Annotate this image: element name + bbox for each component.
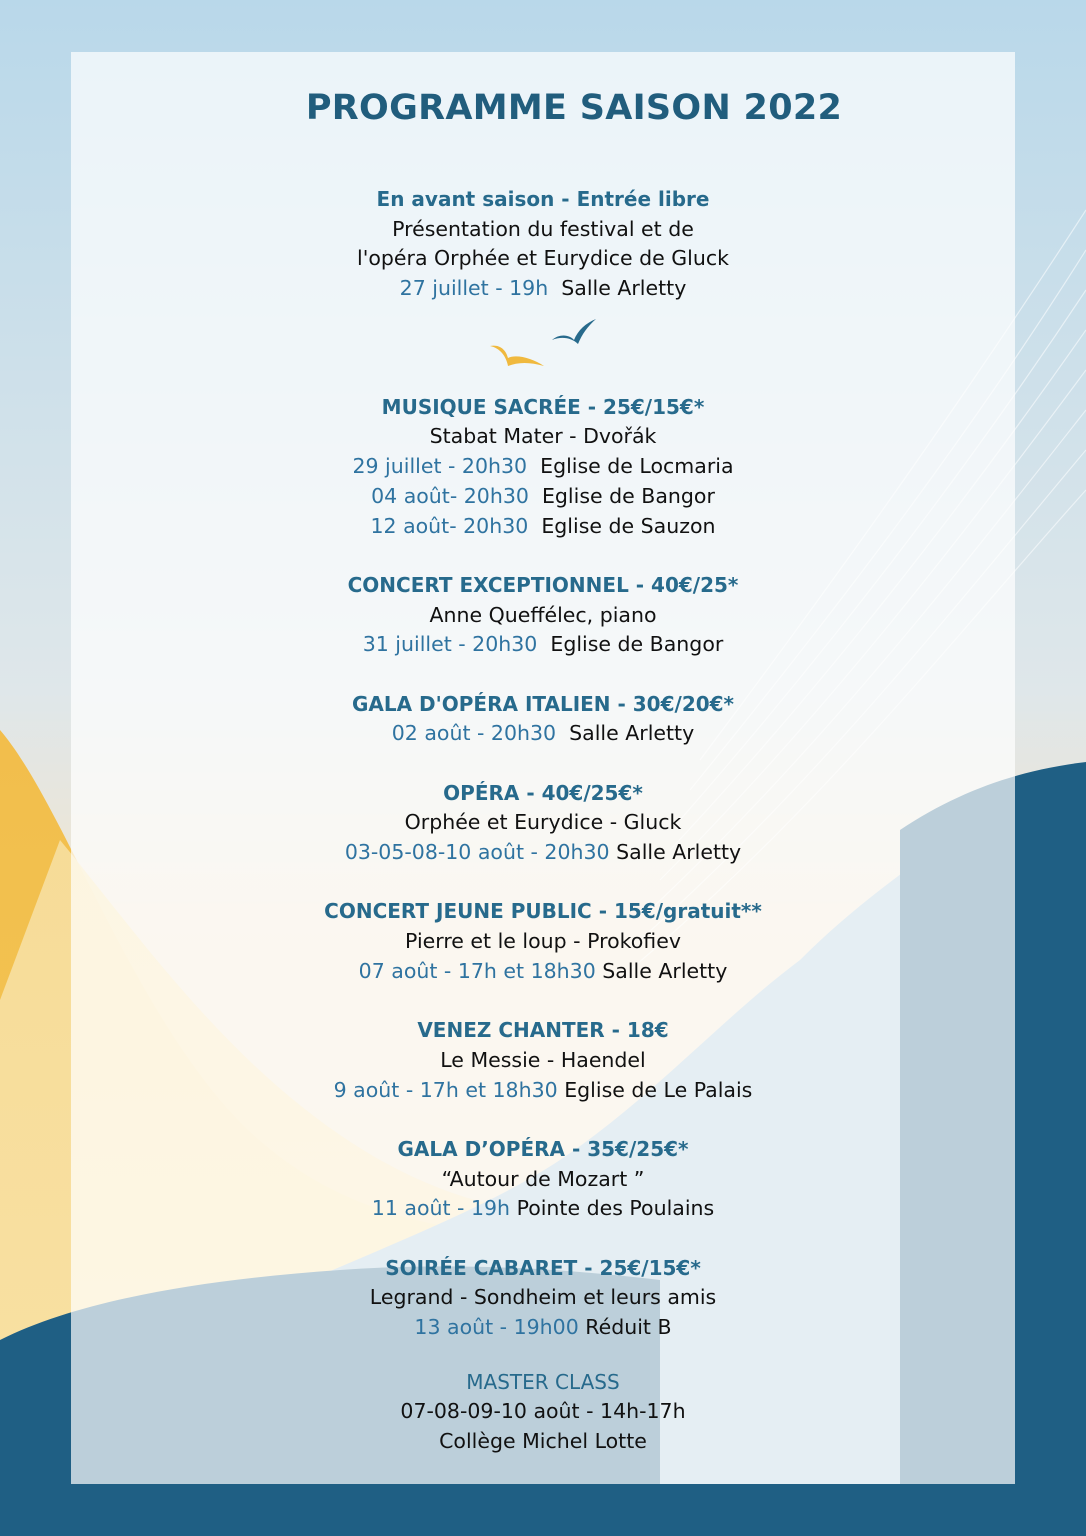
date-row: [71, 512, 1015, 542]
event-date: 12 août- 20h30: [370, 513, 529, 538]
event-venue: Salle Arletty: [561, 276, 687, 301]
pre-season-section: [71, 185, 1015, 304]
date-row: [71, 838, 1015, 868]
event-work: Le Messie - Haendel: [440, 1047, 646, 1072]
event-work: Legrand - Sondheim et leurs amis: [369, 1285, 717, 1310]
event-venue: Pointe des Poulains: [516, 1196, 715, 1221]
section-text: l'opéra Orphée et Eurydice de Gluck: [357, 246, 729, 271]
blue-bird-icon: [552, 319, 596, 344]
event-venue: Eglise de Sauzon: [541, 513, 716, 538]
section-heading: CONCERT EXCEPTIONNEL - 40€/25*: [347, 572, 739, 597]
section-text: Collège Michel Lotte: [439, 1429, 647, 1454]
section-heading: GALA D’OPÉRA - 35€/25€*: [397, 1136, 689, 1161]
date-row: [71, 274, 1015, 304]
section-heading: OPÉRA - 40€/25€*: [443, 780, 643, 805]
section-heading: CONCERT JEUNE PUBLIC - 15€/gratuit**: [324, 899, 762, 924]
section-heading: SOIRÉE CABARET - 25€/15€*: [385, 1255, 701, 1280]
event-work: Stabat Mater - Dvořák: [429, 424, 657, 449]
date-row: [71, 630, 1015, 660]
event-cabaret: [71, 1254, 1015, 1343]
date-row: [71, 1313, 1015, 1343]
section-text: Présentation du festival et de: [392, 216, 694, 241]
date-row: [71, 719, 1015, 749]
event-work: “Autour de Mozart ”: [441, 1166, 645, 1191]
event-date: 9 août - 17h et 18h30: [333, 1077, 558, 1102]
seagull-icons: [486, 316, 602, 376]
event-work: Pierre et le loup - Prokofiev: [405, 929, 681, 954]
page-title: PROGRAMME SAISON 2022: [305, 88, 843, 128]
event-venez-chanter: [71, 1016, 1015, 1105]
yellow-bird-icon: [490, 346, 544, 366]
event-date: 04 août- 20h30: [371, 483, 529, 508]
date-row: [71, 482, 1015, 512]
event-venue: Réduit B: [585, 1315, 672, 1340]
section-heading: GALA D'OPÉRA ITALIEN - 30€/20€*: [351, 691, 735, 716]
event-venue: Eglise de Locmaria: [540, 454, 734, 479]
event-date: 27 juillet - 19h: [399, 276, 549, 301]
event-venue: Salle Arletty: [602, 958, 728, 983]
event-opera: [71, 779, 1015, 868]
event-date: 29 juillet - 20h30: [352, 454, 528, 479]
event-venue: Eglise de Bangor: [550, 632, 724, 657]
event-venue: Salle Arletty: [569, 721, 695, 746]
date-row: [71, 452, 1015, 482]
sea-band: [0, 1484, 1086, 1536]
event-venue: Eglise de Bangor: [541, 483, 715, 508]
event-gala-opera: [71, 1135, 1015, 1224]
event-work: Orphée et Eurydice - Gluck: [404, 810, 682, 835]
event-gala-italien: [71, 690, 1015, 749]
section-heading: MUSIQUE SACRÉE - 25€/15€*: [381, 394, 705, 419]
date-row: [71, 1194, 1015, 1224]
event-jeune-public: [71, 897, 1015, 986]
event-venue: Salle Arletty: [616, 840, 742, 865]
section-text: 07-08-09-10 août - 14h-17h: [400, 1399, 686, 1424]
event-venue: Eglise de Le Palais: [564, 1077, 753, 1102]
event-concert-exceptionnel: [71, 571, 1015, 660]
event-date: 07 août - 17h et 18h30: [358, 958, 596, 983]
section-heading: En avant saison - Entrée libre: [376, 187, 710, 211]
event-work: Anne Queffélec, piano: [429, 602, 657, 627]
section-heading: VENEZ CHANTER - 18€: [417, 1018, 669, 1043]
event-musique-sacree: [71, 393, 1015, 541]
event-date: 31 juillet - 20h30: [362, 632, 538, 657]
date-row: [71, 1076, 1015, 1106]
event-date: 13 août - 19h00: [414, 1315, 579, 1340]
programme: [71, 52, 1015, 1484]
event-date: 03-05-08-10 août - 20h30: [344, 840, 610, 865]
section-heading: MASTER CLASS: [466, 1369, 620, 1394]
date-row: [71, 957, 1015, 987]
event-date: 02 août - 20h30: [391, 721, 557, 746]
master-class-section: [71, 1368, 1015, 1457]
event-date: 11 août - 19h: [371, 1196, 511, 1221]
